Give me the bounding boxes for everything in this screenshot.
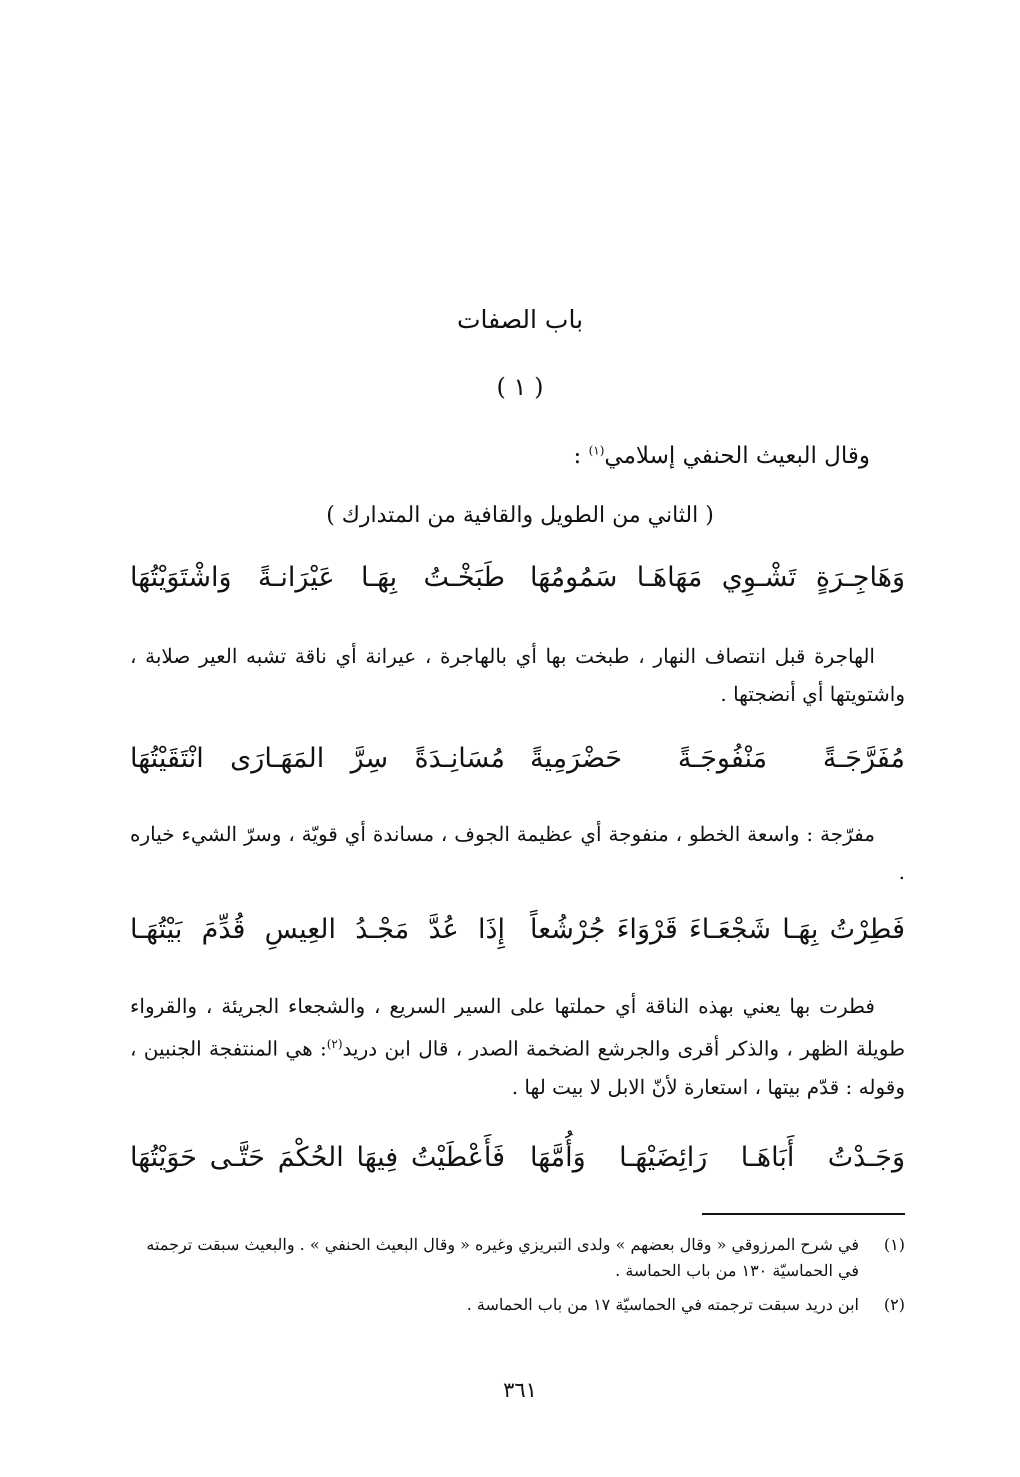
verse-3-first-hemistich: فَطِرْتُ بِهَـا شَجْعَـاءَ قَرْوَاءَ جُرْشُعاً xyxy=(530,914,905,945)
verse-4-second-hemistich: فَأَعْطَيْتُ فِيهَا الحُكْمَ حَتَّـى حَوَيْتُهَا xyxy=(130,1142,505,1173)
meter-note: ( الثاني من الطويل والقافية من المتدارك ) xyxy=(326,503,714,528)
verse-3-commentary-before: فطرت بها يعني بهذه الناقة أي حملتها على السير السريع ، والشجعاء الجريئة ، والقرواء طويلة الظهر ، والذكر أقرى والجرشع الضخمة الصدر ، قال ابن دريد xyxy=(130,994,905,1061)
verse-3 xyxy=(130,914,905,974)
poem-intro xyxy=(574,443,870,469)
footnote-2-text: ابن دريد سبقت ترجمته في الحماسيّة ١٧ من باب الحماسة . xyxy=(466,1295,859,1314)
verse-2-commentary-text: مفرّجة : واسعة الخطو ، منفوجة أي عظيمة الجوف ، مساندة أي قويّة ، وسرّ الشيء خياره . xyxy=(130,822,905,884)
chapter-title: باب الصفات xyxy=(456,305,584,334)
verse-1-first-hemistich: وَهَاجِـرَةٍ تَشْـوِي مَهَاهَـا سَمُومُهَا xyxy=(530,562,905,593)
verse-2-commentary xyxy=(130,815,905,891)
verse-3-second-hemistich: إِذَا عُدَّ مَجْـدُ العِيسِ قُدِّمَ بَيْتُهَـا xyxy=(130,914,505,945)
verse-2-first-hemistich: مُفَرَّجَـةً مَنْفُوجَـةً حَضْرَمِيةً xyxy=(530,743,905,774)
verse-3-commentary-text xyxy=(130,987,905,1106)
section-number: ( ١ ) xyxy=(496,373,544,401)
page-number: ٣٦١ xyxy=(503,1378,537,1402)
footnotes xyxy=(130,1232,905,1326)
footnote-2 xyxy=(130,1292,905,1318)
footnote-divider xyxy=(702,1213,905,1215)
verse-2 xyxy=(130,743,905,803)
footnote-ref-2: (٢) xyxy=(326,1037,343,1051)
footnote-1-text: في شرح المرزوقي « وقال بعضهم » ولدى التبريزي وغيره « وقال البعيث الحنفي » . والبعيث سبقت ترجمته في الحماسيّة ١٣٠ من باب الحماسة . xyxy=(146,1235,859,1280)
verse-1-second-hemistich: طَبَخْـتُ بِهَـا عَيْرَانـةً وَاشْتَوَيْتُهَا xyxy=(130,562,505,593)
footnote-1-number: (١) xyxy=(883,1235,905,1254)
footnote-2-number: (٢) xyxy=(883,1295,905,1314)
footnote-1 xyxy=(130,1232,905,1284)
verse-2-second-hemistich: مُسَانِـدَةً سِرَّ المَهَـارَى انْتَقَيْتُهَا xyxy=(130,743,505,774)
verse-4 xyxy=(130,1142,905,1202)
intro-text: وقال البعيث الحنفي إسلامي xyxy=(604,443,870,469)
verse-1 xyxy=(130,562,905,622)
footnote-ref-1: (١) xyxy=(588,443,605,458)
verse-3-commentary-after: : هي المنتفجة الجنبين ، وقوله : قدّم بيتها ، استعارة لأنّ الابل لا بيت لها . xyxy=(130,1036,905,1099)
verse-1-commentary xyxy=(130,637,905,713)
verse-1-commentary-text: الهاجرة قبل انتصاف النهار ، طبخت بها أي بالهاجرة ، عيرانة أي ناقة تشبه العير صلابة ، واشتويتها أي أنضجتها . xyxy=(130,644,905,706)
verse-3-commentary xyxy=(130,987,905,1106)
intro-suffix: : xyxy=(573,443,589,469)
verse-4-first-hemistich: وَجَـدْتُ أَبَاهَـا رَائِضَيْهَـا وَأُمَّهَا xyxy=(530,1142,905,1173)
